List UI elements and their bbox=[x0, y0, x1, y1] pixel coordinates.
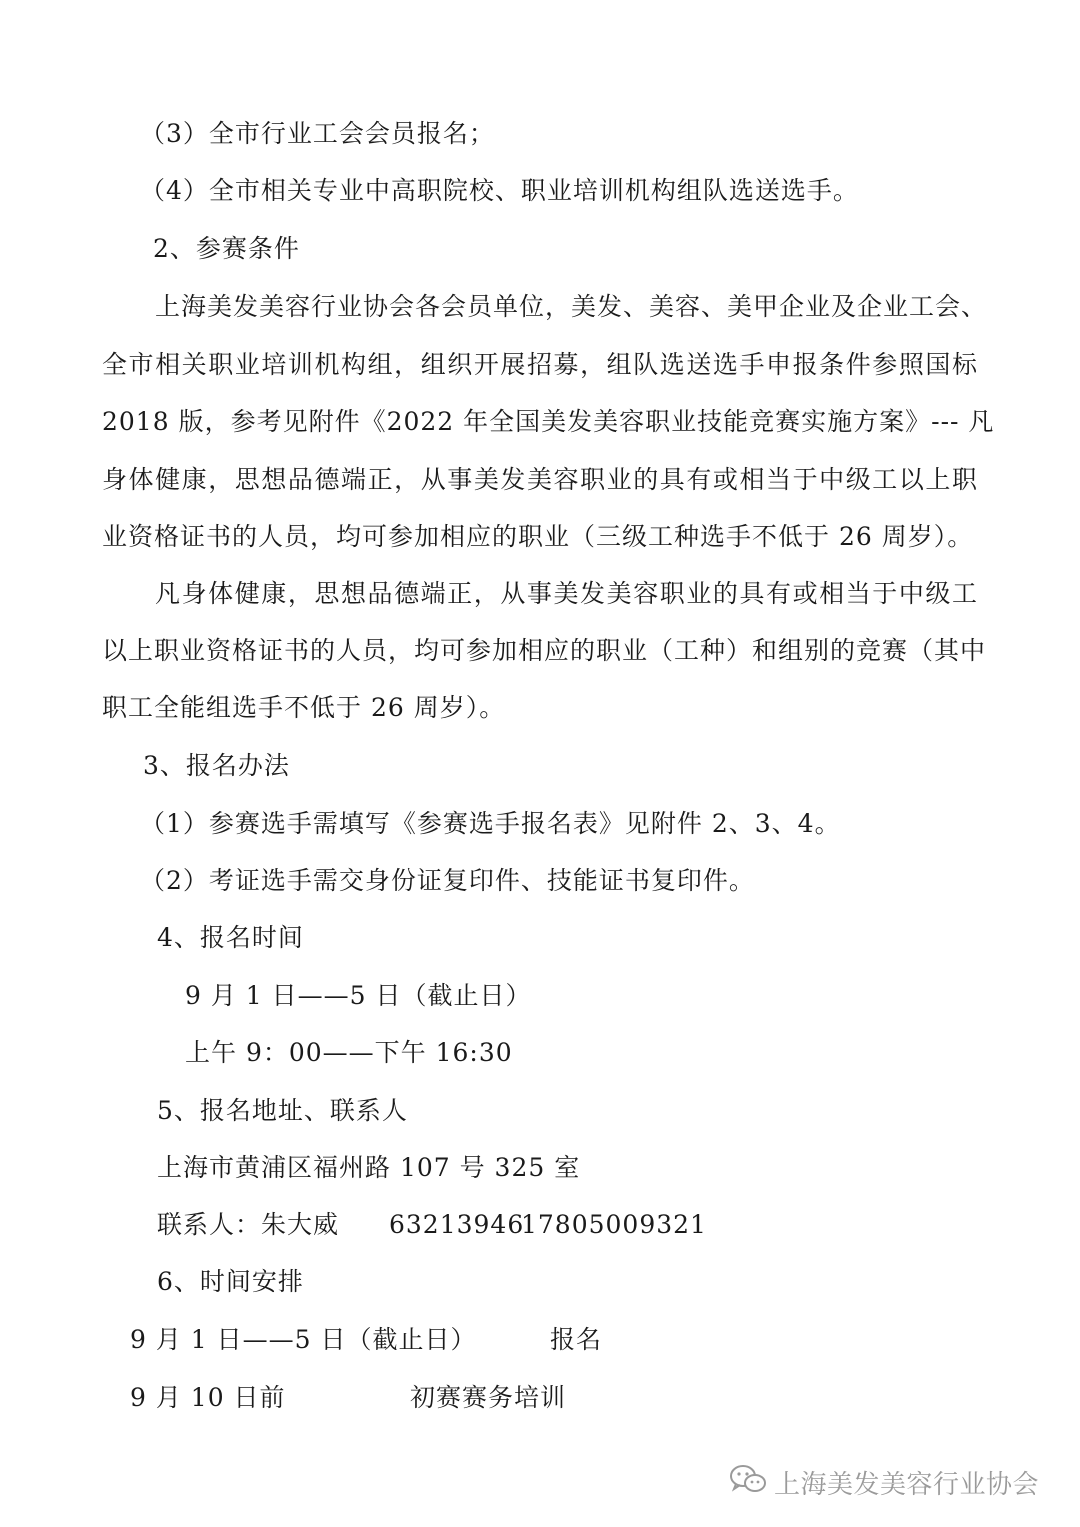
section-heading-2: 2、参赛条件 bbox=[153, 234, 300, 263]
para-conditions-line-3: 2018 版，参考见附件《2022 年全国美发美容职业技能竞赛实施方案》--- 凡 bbox=[102, 407, 995, 436]
section-heading-5: 5、报名地址、联系人 bbox=[157, 1096, 408, 1125]
signup-date-range: 9 月 1 日——5 日（截止日） bbox=[185, 981, 532, 1010]
contact-phone-1: 63213946 bbox=[389, 1210, 525, 1239]
signup-time-range: 上午 9：00——下午 16:30 bbox=[185, 1038, 513, 1067]
para-conditions-line-5: 业资格证书的人员，均可参加相应的职业（三级工种选手不低于 26 周岁）。 bbox=[102, 522, 974, 551]
para-method-1: （1）参赛选手需填写《参赛选手报名表》见附件 2、3、4。 bbox=[140, 809, 841, 838]
watermark-text: 上海美发美容行业协会 bbox=[774, 1470, 1040, 1500]
schedule-row-1-task: 报名 bbox=[550, 1325, 603, 1354]
para-item-4: （4）全市相关专业中高职院校、职业培训机构组队选送选手。 bbox=[140, 176, 859, 205]
contact-phone-2: 17805009321 bbox=[521, 1210, 707, 1239]
schedule-row-1-date: 9 月 1 日——5 日（截止日） bbox=[130, 1325, 477, 1354]
para-eligibility-line-2: 以上职业资格证书的人员，均可参加相应的职业（工种）和组别的竞赛（其中 bbox=[102, 636, 987, 665]
para-conditions-line-1: 上海美发美容行业协会各会员单位，美发、美容、美甲企业及企业工会、 bbox=[155, 292, 988, 321]
para-eligibility-line-3: 职工全能组选手不低于 26 周岁）。 bbox=[102, 693, 506, 722]
section-heading-6: 6、时间安排 bbox=[157, 1267, 304, 1296]
para-eligibility-line-1: 凡身体健康，思想品德端正，从事美发美容职业的具有或相当于中级工 bbox=[155, 579, 978, 608]
para-conditions-line-4: 身体健康，思想品德端正，从事美发美容职业的具有或相当于中级工以上职 bbox=[102, 465, 978, 494]
section-heading-3: 3、报名办法 bbox=[143, 751, 290, 780]
wechat-icon bbox=[728, 1462, 768, 1503]
para-item-3: （3）全市行业工会会员报名； bbox=[140, 119, 495, 148]
section-heading-4: 4、报名时间 bbox=[157, 923, 304, 952]
para-method-2: （2）考证选手需交身份证复印件、技能证书复印件。 bbox=[140, 866, 755, 895]
schedule-row-2-date: 9 月 10 日前 bbox=[130, 1383, 286, 1412]
wechat-watermark bbox=[728, 1462, 1039, 1503]
schedule-row-2-task: 初赛赛务培训 bbox=[410, 1383, 567, 1412]
contact-person: 联系人：朱大威 bbox=[157, 1210, 340, 1239]
signup-address: 上海市黄浦区福州路 107 号 325 室 bbox=[157, 1153, 581, 1182]
para-conditions-line-2: 全市相关职业培训机构组，组织开展招募，组队选送选手申报条件参照国标 bbox=[102, 350, 978, 379]
